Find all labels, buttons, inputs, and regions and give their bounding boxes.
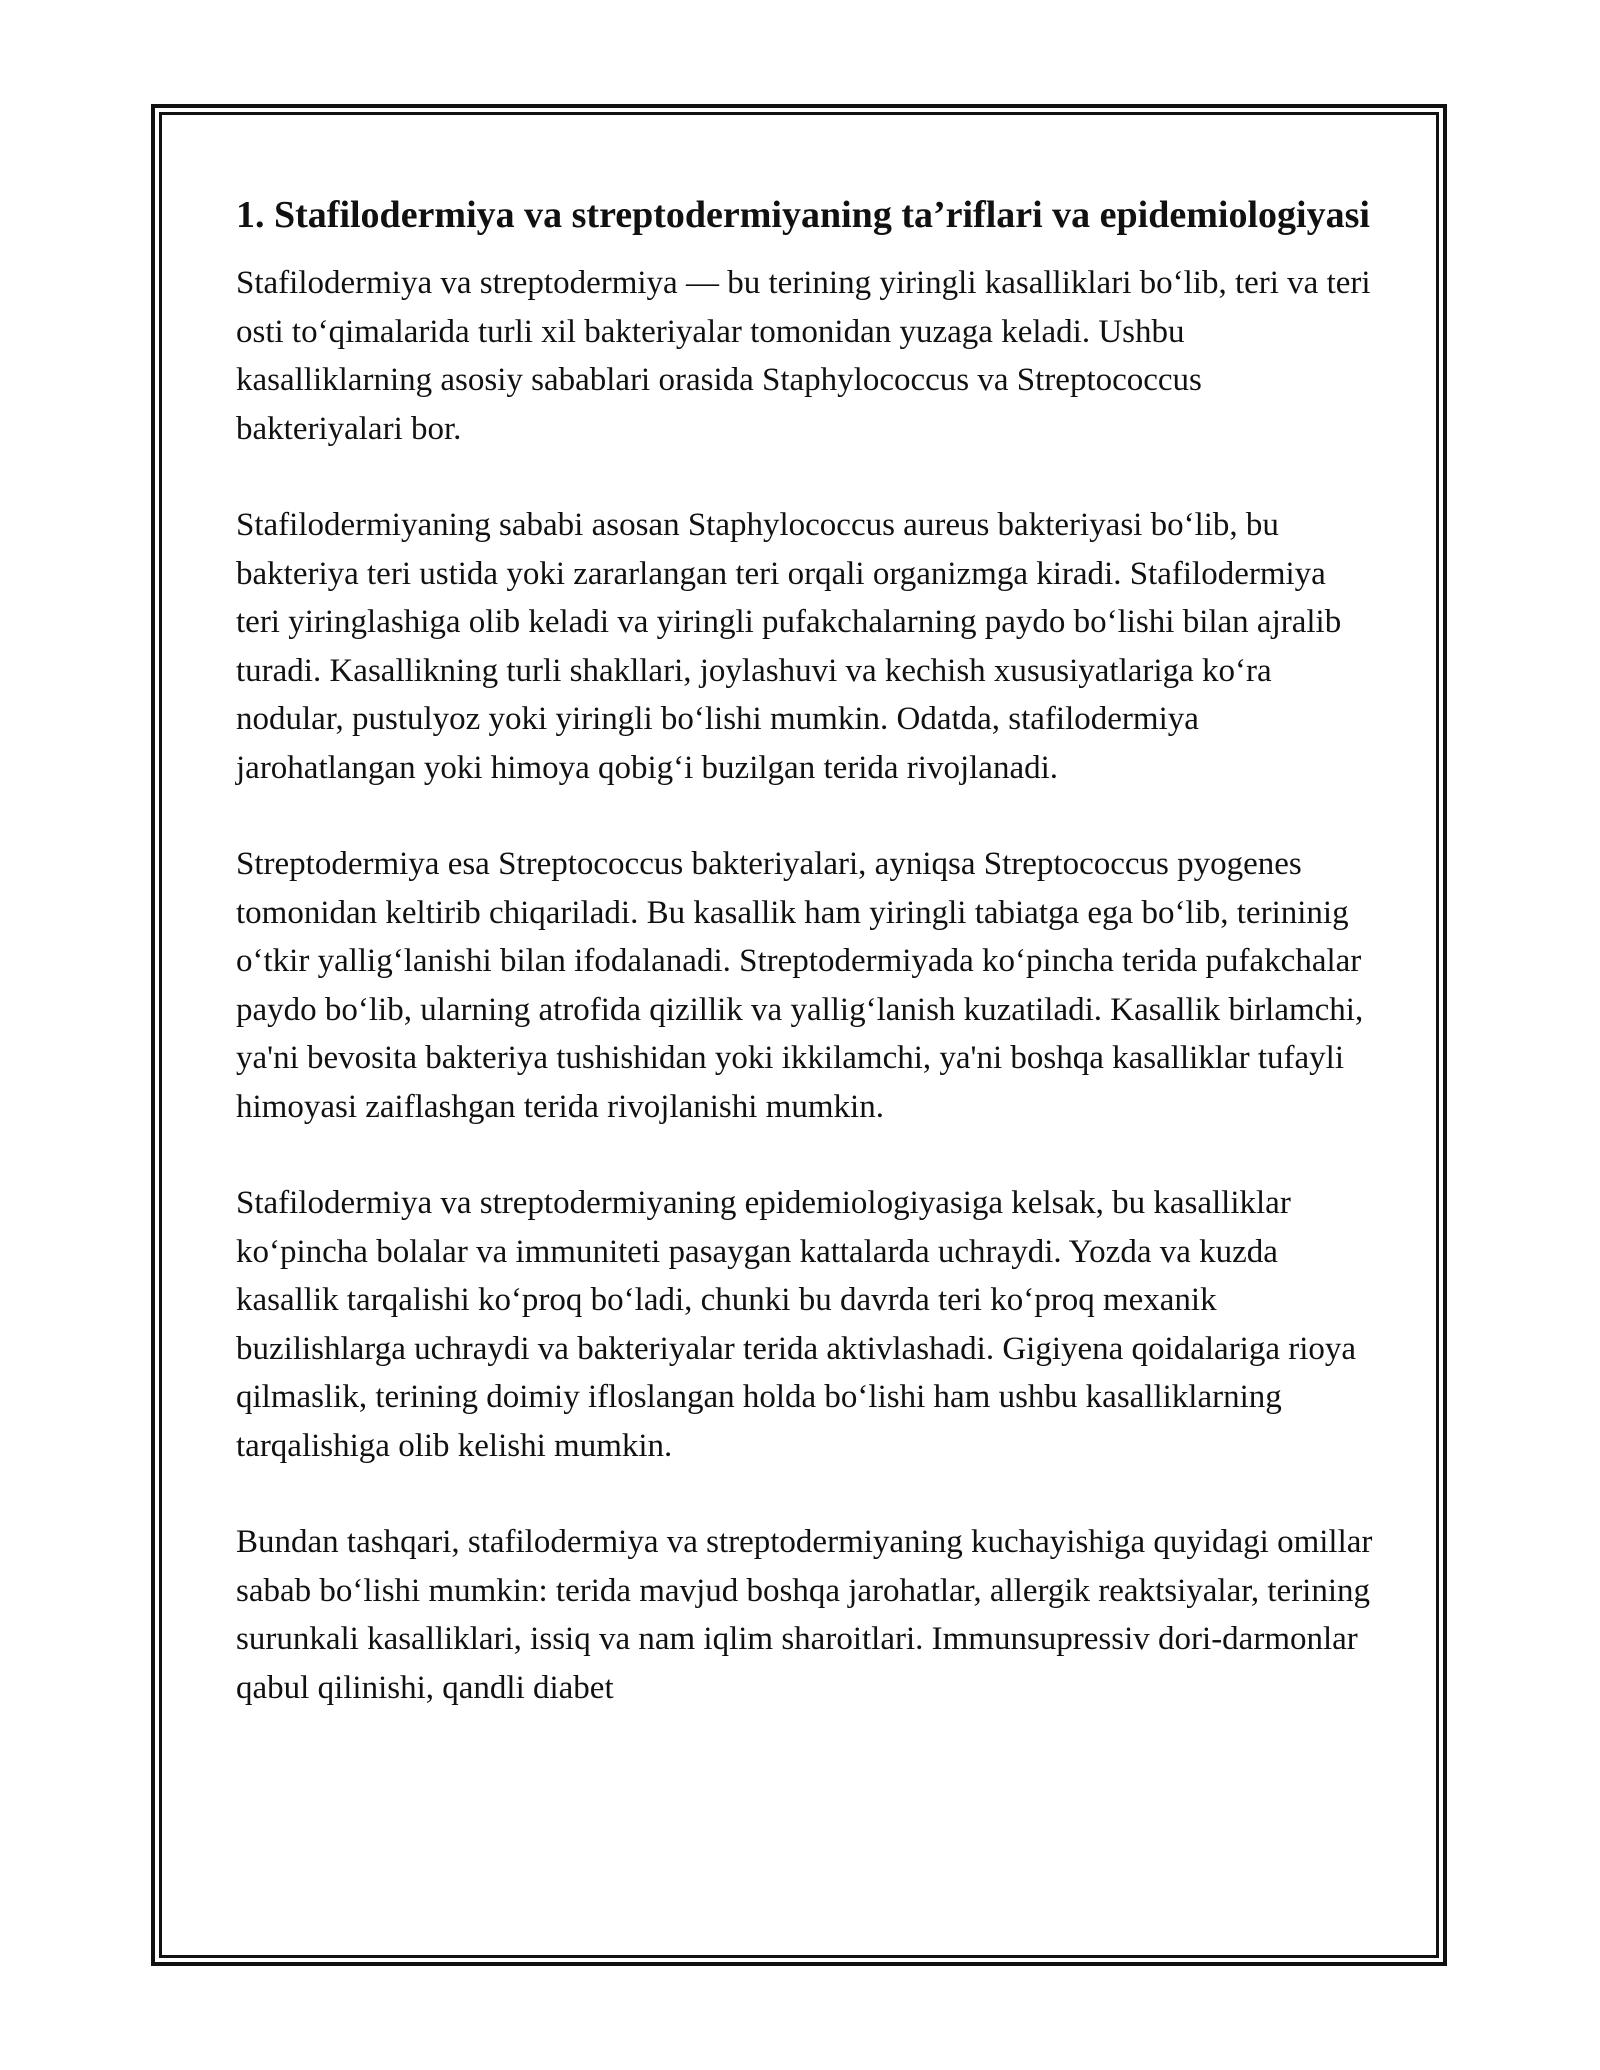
paragraph-epidemiology: Stafilodermiya va streptodermiyaning epidemiologiyasiga kelsak, bu kasalliklar ko‘pincha bolalar va immuniteti pasaygan kattalarda uchraydi. Yozda va kuzda kasallik tarqalishi ko‘proq bo‘ladi, chunki bu davrda teri ko‘proq mexanik buzilishlarga uchraydi va bakteriyalar terida aktivlashadi. Gigiyena qoidalariga rioya qilmaslik, terining doimiy ifloslangan holda bo‘lishi ham ushbu kasalliklarning tarqalishiga olib kelishi mumkin. bbox=[236, 1185, 1357, 1464]
paragraph-definition: Stafilodermiya va streptodermiya — bu terining yiringli kasalliklari bo‘lib, teri va teri osti to‘qimalarida turli xil bakteriyalar tomonidan yuzaga keladi. Ushbu kasalliklarning asosiy sabablari orasida Staphylococcus va Streptococcus bakteriyalari bor. bbox=[236, 265, 1371, 447]
document-body bbox=[236, 188, 1376, 1760]
section-heading: 1. Stafilodermiya va streptodermiyaning ta’riflari va epidemiologiyasi bbox=[236, 194, 1370, 236]
paragraph-staphylodermia: Stafilodermiyaning sababi asosan Staphylococcus aureus bakteriyasi bo‘lib, bu bakteriya teri ustida yoki zararlangan teri orqali organizmga kiradi. Stafilodermiya teri yiringlashiga olib keladi va yiringli pufakchalarning paydo bo‘lishi bilan ajralib turadi. Kasallikning turli shakllari, joylashuvi va kechish xususiyatlariga ko‘ra nodular, pustulyoz yoki yiringli bo‘lishi mumkin. Odatda, stafilodermiya jarohatlangan yoki himoya qobig‘i buzilgan terida rivojlanadi. bbox=[236, 507, 1342, 786]
paragraph-streptodermia: Streptodermiya esa Streptococcus bakteriyalari, ayniqsa Streptococcus pyogenes tomonidan keltirib chiqariladi. Bu kasallik ham yiringli tabiatga ega bo‘lib, terininig o‘tkir yallig‘lanishi bilan ifodalanadi. Streptodermiyada ko‘pincha terida pufakchalar paydo bo‘lib, ularning atrofida qizillik va yallig‘lanish kuzatiladi. Kasallik birlamchi, ya'ni bevosita bakteriya tushishidan yoki ikkilamchi, ya'ni boshqa kasalliklar tufayli himoyasi zaiflashgan terida rivojlanishi mumkin. bbox=[236, 846, 1364, 1125]
paragraph-risk-factors: Bundan tashqari, stafilodermiya va streptodermiyaning kuchayishiga quyidagi omillar sabab bo‘lishi mumkin: terida mavjud boshqa jarohatlar, allergik reaktsiyalar, terining surunkali kasalliklari, issiq va nam iqlim sharoitlari. Immunsupressiv dori-darmonlar qabul qilinishi, qandli diabet bbox=[236, 1524, 1373, 1706]
